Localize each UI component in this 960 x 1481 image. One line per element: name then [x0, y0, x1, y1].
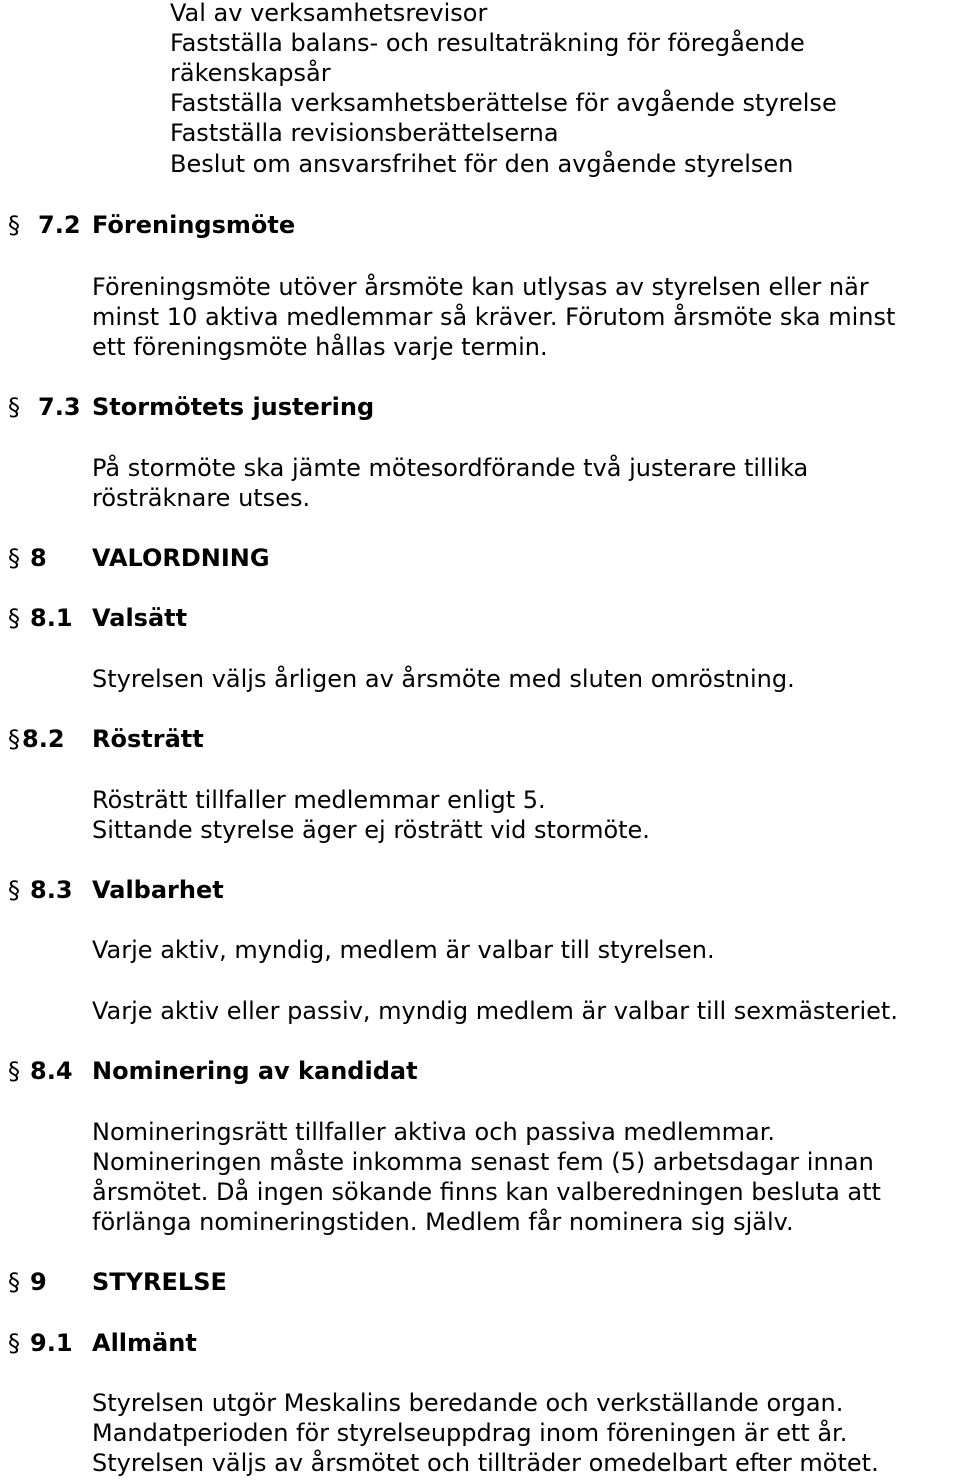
section-title: VALORDNING: [92, 544, 270, 572]
body-text-line: ett föreningsmöte hållas varje termin.: [92, 333, 548, 361]
section-title: Valsätt: [92, 604, 188, 632]
body-text-line: Föreningsmöte utöver årsmöte kan utlysas av styrelsen eller när: [92, 273, 869, 301]
section-number: 8.1: [30, 604, 73, 632]
agenda-item: Fastställa balans- och resultaträkning för föregående: [170, 29, 805, 57]
body-text-line: Sittande styrelse äger ej rösträtt vid stormöte.: [92, 816, 650, 844]
body-text-line: minst 10 aktiva medlemmar så kräver. Förutom årsmöte ska minst: [92, 303, 896, 331]
body-text-line: Mandatperioden för styrelseuppdrag inom föreningen är ett år.: [92, 1419, 848, 1447]
section-symbol: §: [8, 544, 20, 572]
section-number: 8.2: [22, 725, 65, 753]
section-number: 8.3: [30, 876, 73, 904]
body-text-line: Varje aktiv, myndig, medlem är valbar till styrelsen.: [92, 936, 715, 964]
body-text-line: Styrelsen utgör Meskalins beredande och verkställande organ.: [92, 1389, 844, 1417]
section-title: Nominering av kandidat: [92, 1057, 418, 1085]
section-number: 9.1: [30, 1329, 73, 1357]
agenda-item: Fastställa revisionsberättelserna: [170, 119, 559, 147]
body-text-line: årsmötet. Då ingen sökande finns kan valberedningen besluta att: [92, 1178, 881, 1206]
section-symbol: §: [8, 393, 20, 421]
body-text-line: Varje aktiv eller passiv, myndig medlem är valbar till sexmästeriet.: [92, 997, 898, 1025]
section-number: 8.4: [30, 1057, 73, 1085]
body-text-line: rösträknare utses.: [92, 484, 311, 512]
body-text-line: förlänga nomineringstiden. Medlem får nominera sig själv.: [92, 1208, 794, 1236]
body-text-line: Rösträtt tillfaller medlemmar enligt 5.: [92, 786, 546, 814]
section-number: 9: [30, 1268, 47, 1296]
section-number: 7.2: [38, 211, 81, 239]
agenda-item: räkenskapsår: [170, 59, 331, 87]
section-title: STYRELSE: [92, 1268, 227, 1296]
agenda-item: Beslut om ansvarsfrihet för den avgående styrelsen: [170, 150, 794, 178]
body-text-line: Nomineringen måste inkomma senast fem (5) arbetsdagar innan: [92, 1148, 874, 1176]
section-title: Valbarhet: [92, 876, 224, 904]
section-title: Rösträtt: [92, 725, 204, 753]
body-text-line: Nomineringsrätt tillfaller aktiva och passiva medlemmar.: [92, 1118, 776, 1146]
section-number: 7.3: [38, 393, 81, 421]
agenda-item: Fastställa verksamhetsberättelse för avgående styrelse: [170, 89, 837, 117]
section-symbol: §: [8, 604, 20, 632]
section-title: Föreningsmöte: [92, 211, 296, 239]
section-number: 8: [30, 544, 47, 572]
agenda-item: Val av verksamhetsrevisor: [170, 0, 488, 27]
section-symbol: §: [8, 1268, 20, 1296]
body-text-line: På stormöte ska jämte mötesordförande två justerare tillika: [92, 454, 809, 482]
section-symbol: §: [8, 1057, 20, 1085]
body-text-line: Styrelsen väljs årligen av årsmöte med sluten omröstning.: [92, 665, 795, 693]
section-symbol: §: [8, 211, 20, 239]
section-symbol: §: [8, 725, 20, 753]
section-title: Allmänt: [92, 1329, 197, 1357]
section-symbol: §: [8, 876, 20, 904]
body-text-line: Styrelsen väljs av årsmötet och tillträder omedelbart efter mötet.: [92, 1449, 879, 1477]
section-title: Stormötets justering: [92, 393, 375, 421]
section-symbol: §: [8, 1329, 20, 1357]
